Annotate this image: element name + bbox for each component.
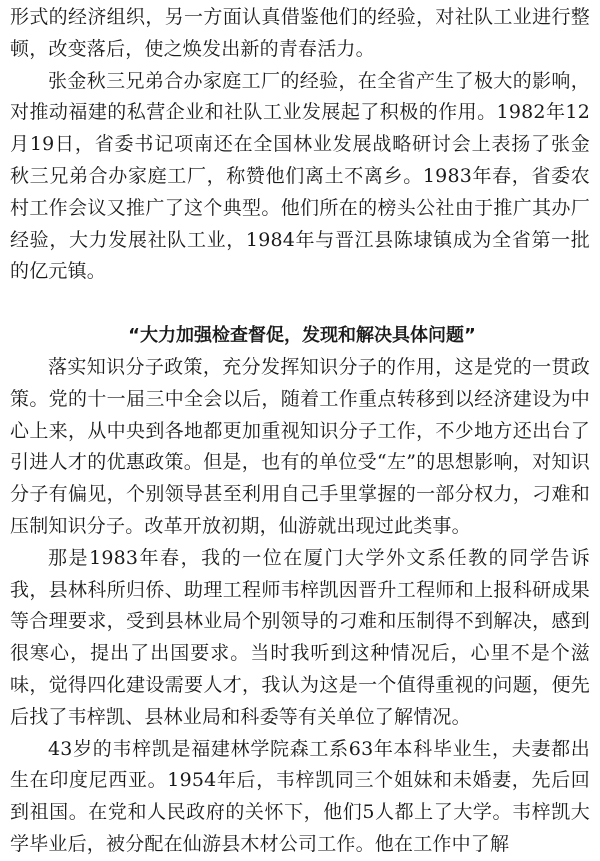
paragraph-wei-zikai: 43岁的韦梓凯是福建林学院森工系63年本科毕业生，夫妻都出生在印度尼西亚。1954年后，韦梓凯同三个姐妹和未婚妻，先后回到祖国。在党和人民政府的关怀下，他们5人都上了大学。韦梓凯大学毕业后，被分配在仙游县木材公司工作。他在工作中了解 — [10, 737, 590, 855]
section-gap — [10, 288, 590, 320]
paragraph-family-factory: 张金秋三兄弟合办家庭工厂的经验，在全省产生了极大的影响，对推动福建的私营企业和社队工业发展起了积极的作用。1982年12月19日，省委书记项南还在全国林业发展战略研讨会上表扬了张金秋三兄弟合办家庭工厂，称赞他们离土不离乡。1983年春，省委农村工作会议又推广了这个典型。他们所在的榜头公社由于推广其办厂经验，大力发展社队工业，1984年与晋江县陈埭镇成为全省第一批的亿元镇。 — [10, 69, 590, 283]
section-heading: “大力加强检查督促，发现和解决具体问题” — [128, 325, 476, 347]
paragraph-intellectual-policy: 落实知识分子政策，充分发挥知识分子的作用，这是党的一贯政策。党的十一届三中全会以后，随着工作重点转移到以经济建设为中心上来，从中央到各地都更加重视知识分子工作，不少地方还出台了引进人才的优惠政策。但是，也有的单位受“左”的思想影响，对知识分子有偏见，个别领导甚至利用自己手里掌握的一部分权力，刁难和压制知识分子。改革开放初期，仙游就出现过此类事。 — [10, 355, 590, 537]
paragraph-continued: 形式的经济组织，另一方面认真借鉴他们的经验，对社队工业进行整顿，改变落后，使之焕发出新的青春活力。 — [10, 6, 590, 60]
paragraph-1983-spring: 那是1983年春，我的一位在厦门大学外文系任教的同学告诉我，县林科所归侨、助理工程师韦梓凯因晋升工程师和上报科研成果等合理要求，受到县林业局个别领导的刁难和压制得不到解决，感到很寒心，提出了出国要求。当时我听到这种情况后，心里不是个滋味，觉得四化建设需要人才，我认为这是一个值得重视的问题，便先后找了韦梓凯、县林业局和科委等有关单位了解情况。 — [10, 546, 590, 728]
